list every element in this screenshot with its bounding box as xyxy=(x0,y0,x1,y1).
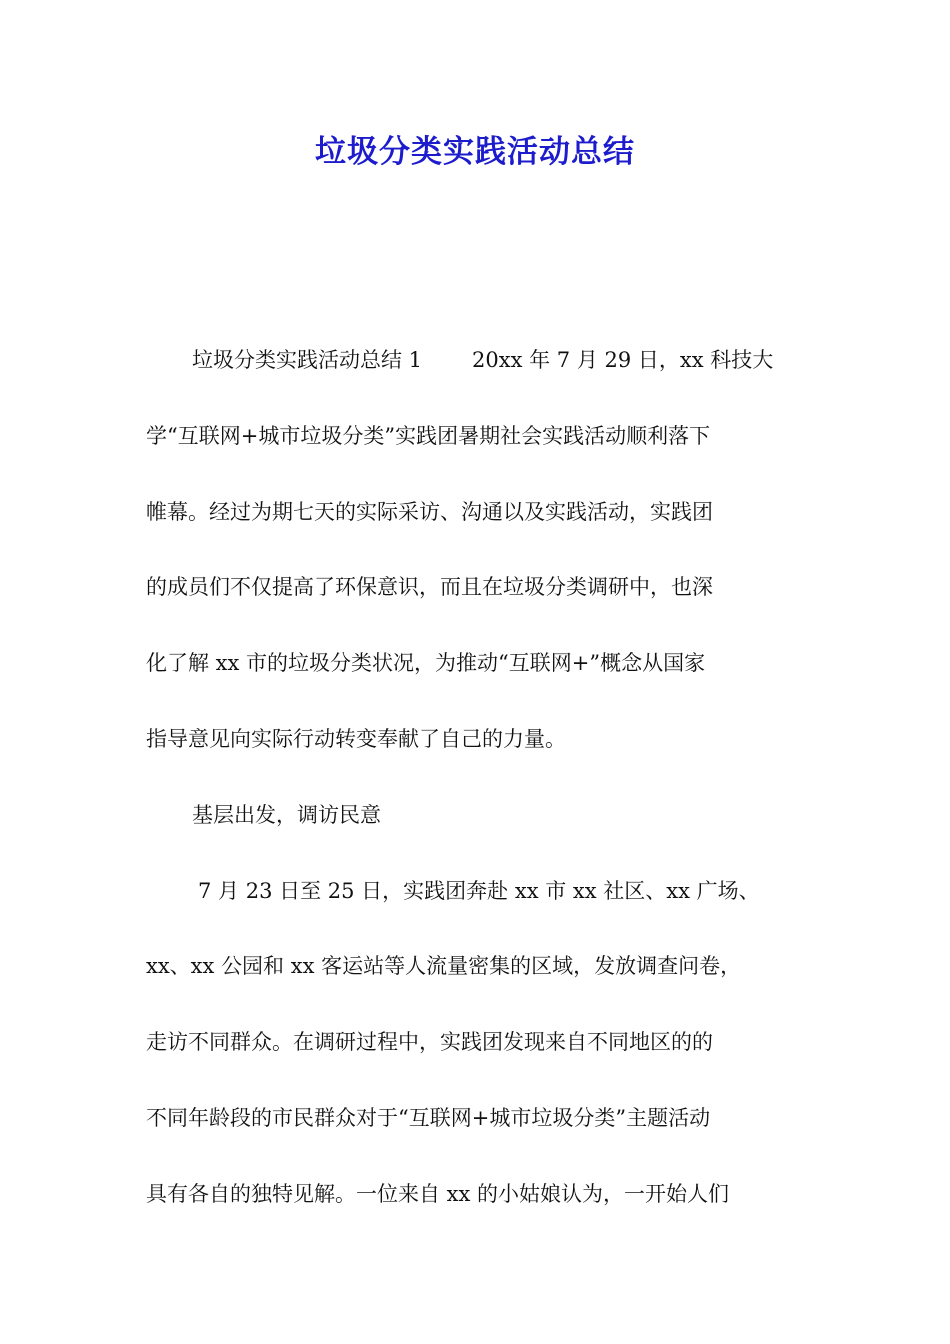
paragraph-line: 学“互联网+城市垃圾分类”实践团暑期社会实践活动顺利落下 xyxy=(146,423,711,448)
paragraph-line: 指导意见向实际行动转变奉献了自己的力量。 xyxy=(146,726,566,751)
document-body xyxy=(146,340,806,1250)
paragraph-line: 走访不同群众。在调研过程中，实践团发现来自不同地区的的 xyxy=(146,1030,713,1055)
section-lead: 垃圾分类实践活动总结 1 xyxy=(192,348,423,372)
section-heading: 基层出发，调访民意 xyxy=(192,802,381,827)
paragraph-line: 的成员们不仅提高了环保意识，而且在垃圾分类调研中，也深 xyxy=(146,575,713,600)
paragraph-line: 7 月 23 日至 25 日，实践团奔赴 xx 市 xx 社区、xx 广场、 xyxy=(198,878,760,903)
paragraph-line: 不同年龄段的市民群众对于“互联网+城市垃圾分类”主题活动 xyxy=(146,1105,711,1130)
paragraph-line: xx、xx 公园和 xx 客运站等人流量密集的区域，发放调查问卷， xyxy=(146,954,742,979)
paragraph-line: 化了解 xx 市的垃圾分类状况，为推动“互联网+”概念从国家 xyxy=(146,651,706,676)
paragraph-text: 20xx 年 7 月 29 日，xx 科技大 xyxy=(472,348,774,372)
paragraph-line xyxy=(146,340,806,416)
paragraph-line: 具有各自的独特见解。一位来自 xx 的小姑娘认为，一开始人们 xyxy=(146,1181,730,1206)
paragraph-line: 帷幕。经过为期七天的实际采访、沟通以及实践活动，实践团 xyxy=(146,499,713,524)
document-title: 垃圾分类实践活动总结 xyxy=(315,134,635,170)
